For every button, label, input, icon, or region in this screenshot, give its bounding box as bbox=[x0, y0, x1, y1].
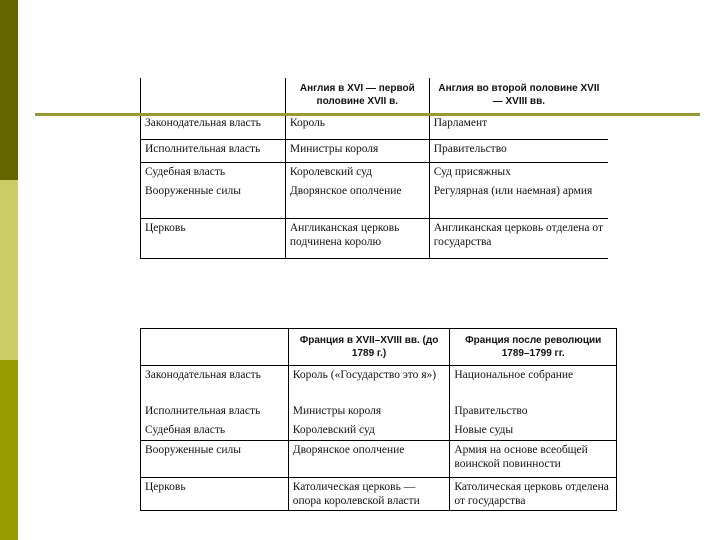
table-row bbox=[141, 162, 609, 182]
row-label: Церковь bbox=[141, 478, 289, 511]
table-cell: Регулярная (или наемная) армия bbox=[429, 182, 608, 218]
table-row bbox=[141, 182, 609, 218]
table-cell: Парламент bbox=[429, 113, 608, 139]
table-cell: Англиканская церковь отделена от государства bbox=[429, 218, 608, 258]
table-cell: Дворянское ополчение bbox=[288, 441, 450, 478]
row-label: Законодательная власть bbox=[141, 113, 286, 139]
header-cell: Франция после революции 1789–1799 гг. bbox=[450, 329, 617, 366]
france-table bbox=[140, 328, 617, 511]
table-row bbox=[141, 402, 617, 421]
header-cell bbox=[141, 78, 286, 113]
row-label: Судебная власть bbox=[141, 421, 289, 441]
row-label: Исполнительная власть bbox=[141, 402, 289, 421]
header-cell bbox=[141, 329, 289, 366]
table-row bbox=[141, 139, 609, 162]
table-cell: Правительство bbox=[429, 139, 608, 162]
table-cell: Королевский суд bbox=[285, 162, 429, 182]
decor-bar-light bbox=[0, 180, 18, 360]
table-cell: Англиканская церковь подчинена королю bbox=[285, 218, 429, 258]
row-label: Церковь bbox=[141, 218, 286, 258]
table-cell: Католическая церковь — опора королевской власти bbox=[288, 478, 450, 511]
row-label: Исполнительная власть bbox=[141, 139, 286, 162]
table-cell: Король («Государство это я») bbox=[288, 366, 450, 402]
table-row bbox=[141, 478, 617, 511]
table-cell: Новые суды bbox=[450, 421, 617, 441]
table-cell: Министры короля bbox=[288, 402, 450, 421]
header-cell: Англия во второй половине XVII — XVIII вв. bbox=[429, 78, 608, 113]
table-header-row bbox=[141, 329, 617, 366]
table-cell: Правительство bbox=[450, 402, 617, 421]
table-cell: Дворянское ополчение bbox=[285, 182, 429, 218]
title-divider-line bbox=[35, 113, 700, 116]
table-row bbox=[141, 441, 617, 478]
row-label: Судебная власть bbox=[141, 162, 286, 182]
table-row bbox=[141, 218, 609, 258]
table-cell: Министры короля bbox=[285, 139, 429, 162]
table-cell: Католическая церковь отделена от государства bbox=[450, 478, 617, 511]
table-cell: Суд присяжных bbox=[429, 162, 608, 182]
table-row bbox=[141, 113, 609, 139]
england-table bbox=[140, 78, 608, 259]
decor-bar-mid bbox=[0, 360, 18, 540]
table-header-row bbox=[141, 78, 609, 113]
table-cell: Национальное собрание bbox=[450, 366, 617, 402]
row-label: Законодательная власть bbox=[141, 366, 289, 402]
decor-bar-dark bbox=[0, 0, 18, 180]
row-label: Вооруженные силы bbox=[141, 441, 289, 478]
table-row bbox=[141, 366, 617, 402]
header-cell: Франция в XVII–XVIII вв. (до 1789 г.) bbox=[288, 329, 450, 366]
table-cell: Армия на основе всеобщей воинской повинности bbox=[450, 441, 617, 478]
table-cell: Королевский суд bbox=[288, 421, 450, 441]
table-cell: Король bbox=[285, 113, 429, 139]
table-row bbox=[141, 421, 617, 441]
row-label: Вооруженные силы bbox=[141, 182, 286, 218]
header-cell: Англия в XVI — первой половине XVII в. bbox=[285, 78, 429, 113]
